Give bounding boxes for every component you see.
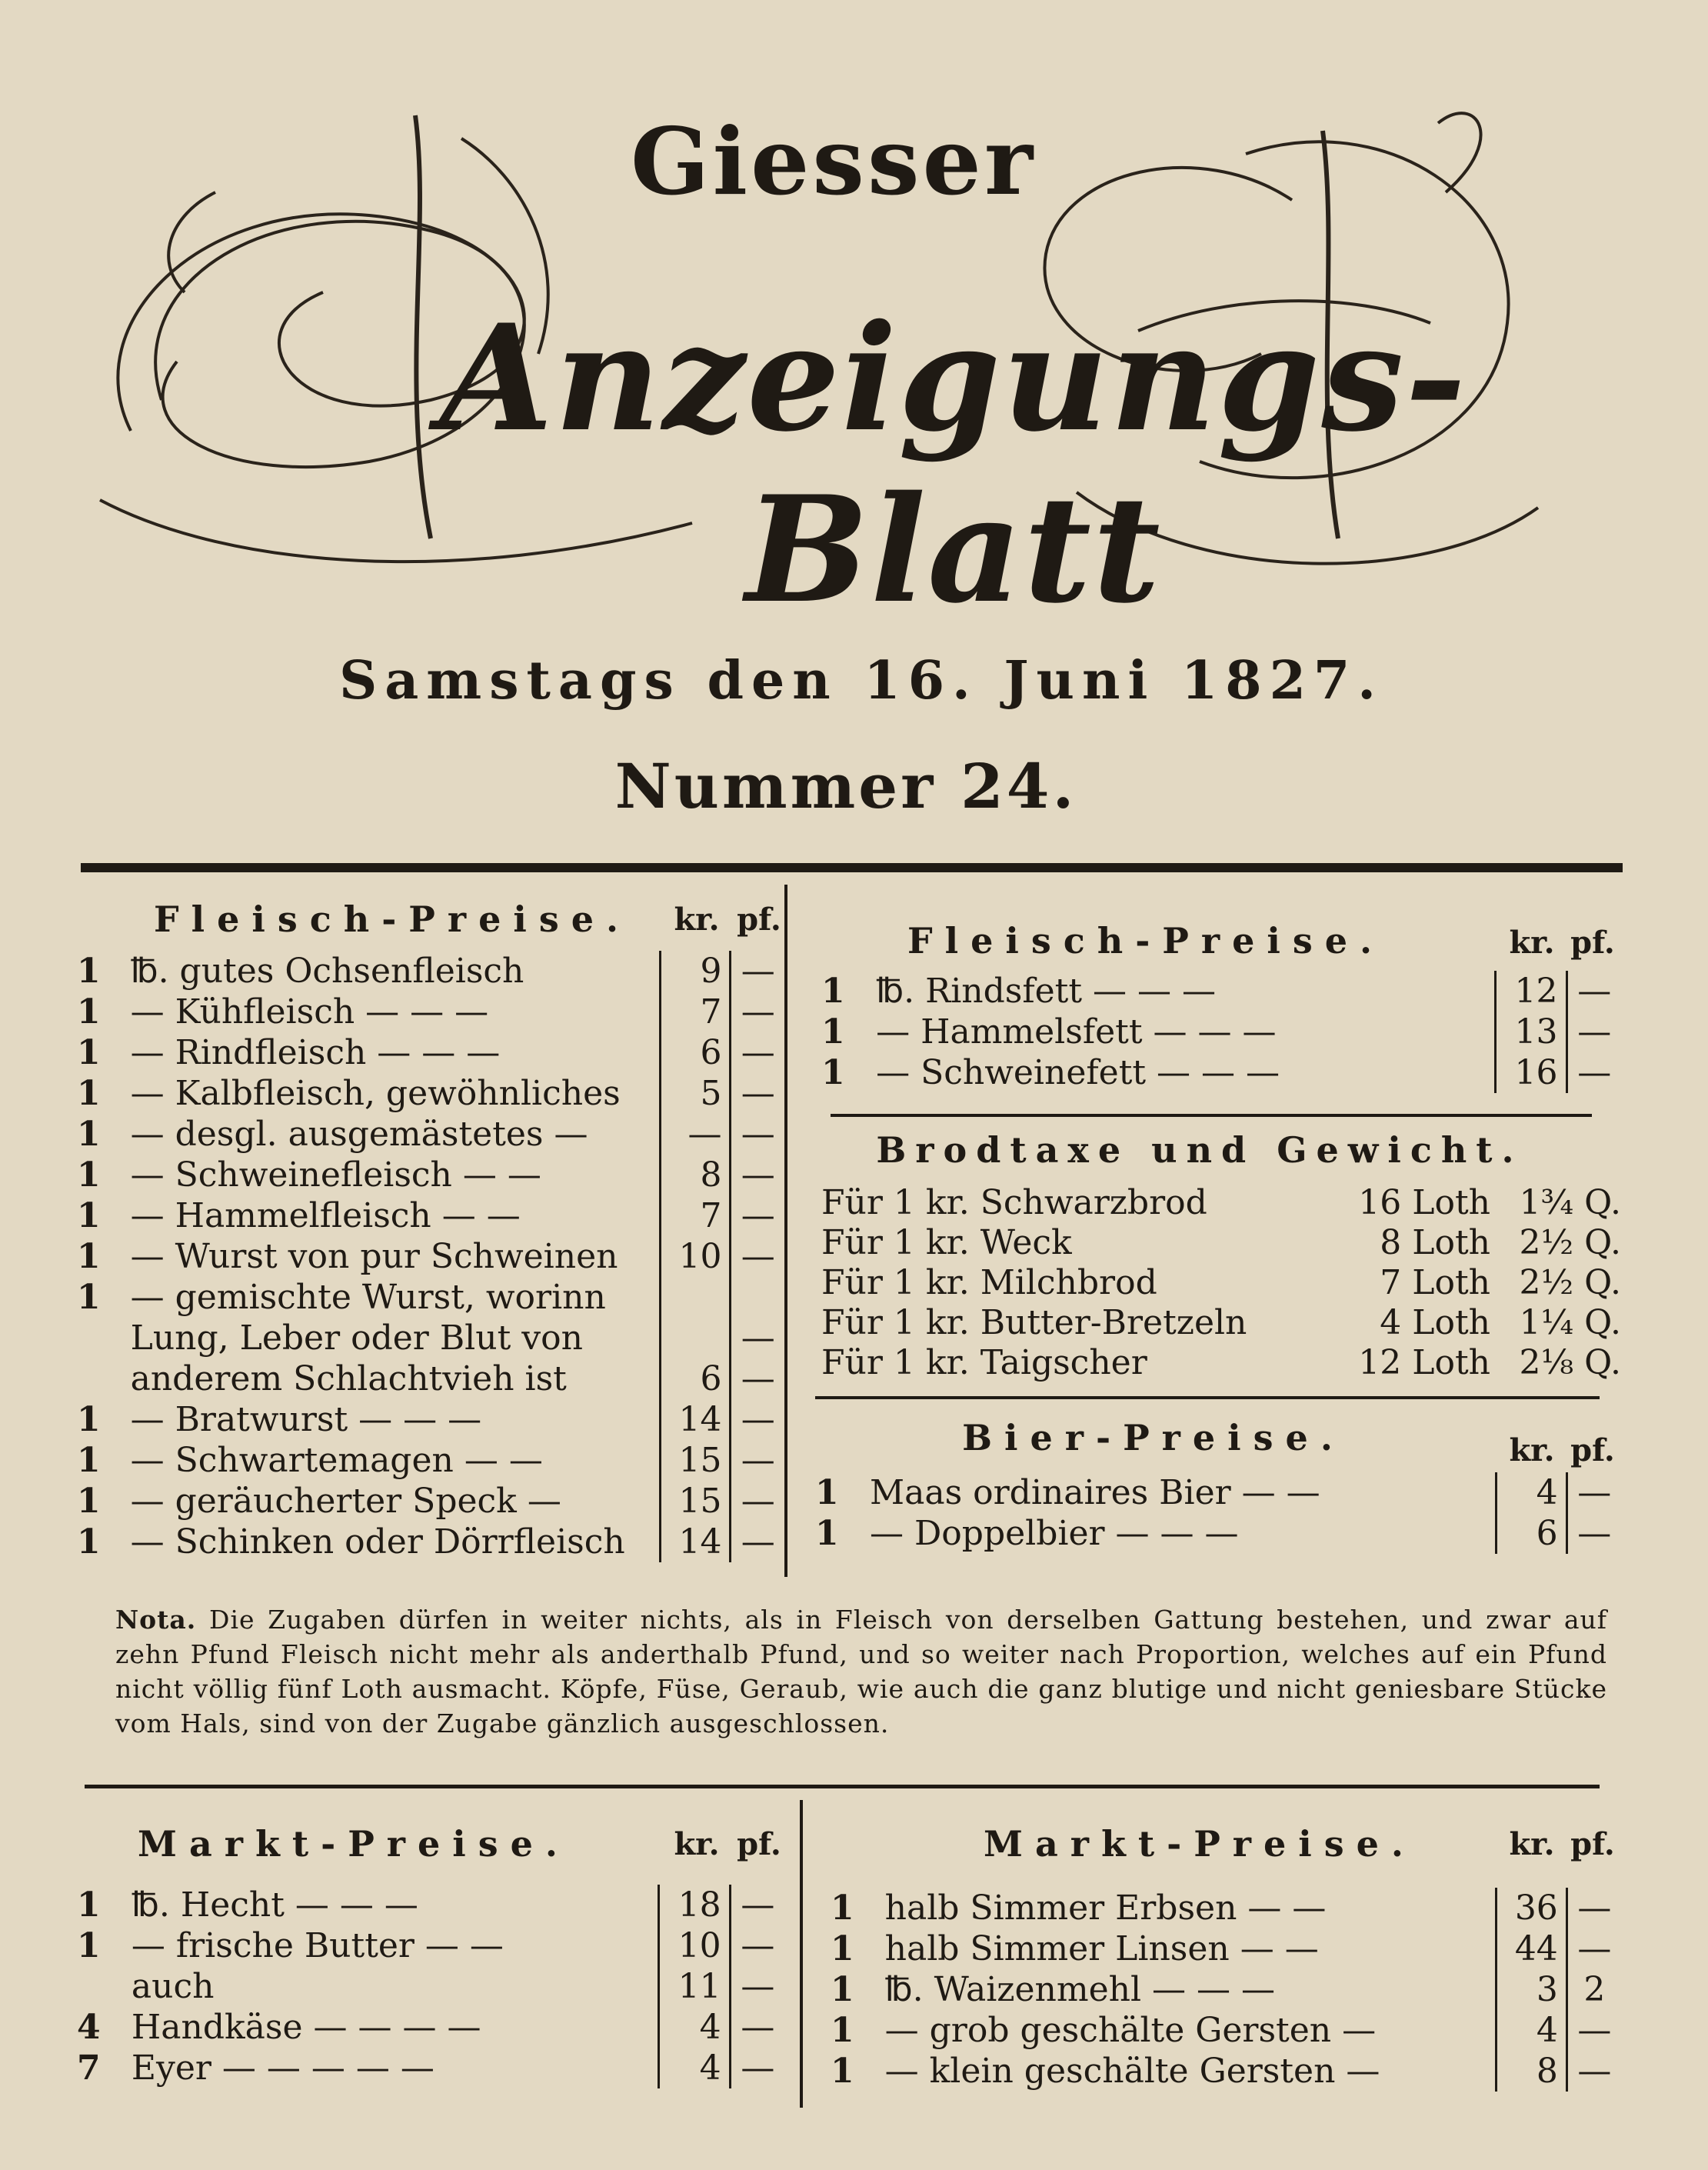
pf-column-header-market: pf. — [737, 1826, 781, 1862]
bread-row — [821, 1263, 1621, 1303]
kr-column-header-beer: kr. — [1509, 1432, 1555, 1468]
pf-value-cell: — — [741, 1885, 775, 1925]
kr-value-cell: 14 — [660, 1522, 731, 1562]
meat-row — [77, 1358, 784, 1399]
kr-column-header-market: kr. — [674, 1826, 720, 1862]
item-name-cell: — Schweinefett — — — — [876, 1053, 1280, 1092]
beer-heading: Bier-Preise. — [962, 1417, 1345, 1458]
pf-value-cell: — — [741, 1441, 775, 1480]
quantity-cell: 1 — [77, 1115, 101, 1154]
bread-row — [821, 1343, 1621, 1383]
quantity-cell: 1 — [77, 1522, 101, 1562]
quantity-cell: 1 — [831, 1970, 854, 2009]
pf-value-cell: — — [1577, 1888, 1612, 1928]
quantity-cell: 1 — [815, 1473, 839, 1512]
quantity-cell — [77, 1318, 131, 1358]
meat-row — [77, 1399, 784, 1440]
quantity-cell — [77, 1358, 131, 1399]
pf-value-cell: — — [741, 1074, 775, 1113]
meat-prices-heading-left: Fleisch-Preise. — [153, 898, 631, 940]
kr-value-cell — [660, 1318, 731, 1358]
pf-value-cell: — — [741, 1115, 775, 1154]
pf-value-cell: — — [1577, 2011, 1612, 2050]
meat-row — [77, 1073, 784, 1114]
pf-value-cell: — — [741, 1318, 775, 1358]
pf-column-header-right: pf. — [1570, 925, 1615, 961]
item-name-cell: — Doppelbier — — — — [870, 1514, 1239, 1553]
meat-row — [77, 1195, 784, 1236]
bread-quentchen-cell: 1¾ Q. — [1519, 1183, 1621, 1222]
item-name-cell: ℔. Waizenmehl — — — — [884, 1970, 1275, 2009]
meat-row — [77, 1236, 784, 1277]
quantity-cell: 1 — [831, 1888, 854, 1928]
meat-row — [77, 1318, 784, 1358]
item-name-cell: — gemischte Wurst, worinn — [130, 1278, 606, 1317]
issue-date: Samstags den 16. Juni 1827. — [339, 650, 1383, 712]
meat-row — [77, 1440, 784, 1481]
kr-value-cell: 7 — [660, 1195, 731, 1236]
bread-weight-cell: 16 Loth — [1358, 1183, 1490, 1222]
item-name-cell: — Schinken oder Dörrfleisch — [130, 1522, 625, 1562]
item-name-cell: — desgl. ausgemästetes — — [130, 1115, 588, 1154]
item-name-cell: — Schwartemagen — — — [130, 1441, 543, 1480]
quantity-cell: 1 — [77, 1441, 101, 1480]
kr-value-cell: 12 — [1496, 971, 1566, 1012]
kr-value-cell: 4 — [659, 2007, 730, 2048]
pf-value-cell: — — [741, 1400, 775, 1439]
meat-row — [77, 951, 784, 992]
kr-value-cell: 10 — [660, 1236, 731, 1277]
market-row — [77, 2007, 784, 2048]
kr-value-cell: 6 — [1496, 1513, 1566, 1554]
nota-text: Die Zugaben dürfen in weiter nichts, als in Fleisch von derselben Gattung bestehen, und zwar auf zehn Pfund Fleisch nicht mehr als anderthalb Pfund, und so weiter nach Proportion, welches auf ein Pfund nicht völlig fünf Loth ausmacht. Köpfe, Füse, Geraub, wie auch die ganz blutige und nicht geniesbare Stücke vom Hals, sind von der Zugabe gänzlich ausgeschlossen. — [115, 1605, 1607, 1738]
kr-value-cell: 9 — [660, 951, 731, 992]
beer-table — [815, 1472, 1621, 1554]
meat-row — [821, 1052, 1621, 1093]
meat-price-table-left — [77, 951, 784, 1562]
kr-value-cell: 6 — [660, 1358, 731, 1399]
column-divider — [784, 885, 787, 1577]
meat-row — [77, 1522, 784, 1562]
kr-value-cell: 6 — [660, 1032, 731, 1073]
kr-value-cell: 7 — [660, 992, 731, 1032]
item-name-cell: Maas ordinaires Bier — — — [870, 1473, 1320, 1512]
kr-value-cell: 15 — [660, 1481, 731, 1522]
market-row — [831, 2010, 1621, 2051]
bread-item-cell: Für 1 kr. Weck — [821, 1223, 1072, 1262]
kr-value-cell: 14 — [660, 1399, 731, 1440]
quantity-cell: 1 — [831, 1929, 854, 1968]
kr-value-cell: 36 — [1496, 1888, 1566, 1928]
bread-item-cell: Für 1 kr. Butter-Bretzeln — [821, 1303, 1247, 1342]
nota-paragraph — [115, 1602, 1607, 1741]
item-name-cell: — Hammelfleisch — — — [130, 1196, 521, 1235]
item-name-cell: — grob geschälte Gersten — — [884, 2011, 1377, 2050]
meat-row — [77, 1481, 784, 1522]
bread-weight-cell: 7 Loth — [1380, 1263, 1490, 1302]
item-name-cell: — Wurst von pur Schweinen — [130, 1237, 618, 1276]
pf-value-cell: — — [741, 1482, 775, 1521]
bread-row — [821, 1303, 1621, 1343]
market-prices-heading-left: Markt-Preise. — [138, 1823, 570, 1865]
quantity-cell: 1 — [77, 1155, 101, 1195]
quantity-cell: 7 — [77, 2048, 101, 2088]
bread-quentchen-cell: 1¼ Q. — [1519, 1303, 1621, 1342]
meat-row — [77, 1155, 784, 1195]
kr-value-cell: 16 — [1496, 1052, 1566, 1093]
issue-number: Nummer 24. — [614, 750, 1077, 822]
kr-column-header-market-right: kr. — [1509, 1826, 1555, 1862]
bread-table — [821, 1183, 1621, 1383]
pf-value-cell: — — [1577, 972, 1612, 1011]
quantity-cell: 1 — [77, 1926, 101, 1965]
quantity-cell: 1 — [77, 1237, 101, 1276]
bread-item-cell: Für 1 kr. Milchbrod — [821, 1263, 1157, 1302]
market-row — [77, 1966, 784, 2007]
bread-quentchen-cell: 2½ Q. — [1519, 1223, 1621, 1262]
pf-value-cell: 2 — [1583, 1970, 1606, 2009]
quantity-cell: 1 — [821, 972, 845, 1011]
nota-label: Nota. — [115, 1605, 197, 1635]
kr-value-cell: 3 — [1496, 1969, 1566, 2010]
beer-row — [815, 1472, 1621, 1513]
pf-value-cell: — — [741, 1967, 775, 2006]
masthead-title: Anzeigungs-Blatt — [439, 292, 1468, 635]
kr-value-cell: 4 — [1496, 2010, 1566, 2051]
pf-value-cell: — — [1577, 1929, 1612, 1968]
market-row — [831, 2051, 1621, 2092]
bread-item-cell: Für 1 kr. Taigscher — [821, 1343, 1147, 1382]
quantity-cell: 1 — [77, 992, 101, 1032]
bread-quentchen-cell: 2½ Q. — [1519, 1263, 1621, 1302]
meat-row — [821, 971, 1621, 1012]
beer-row — [815, 1513, 1621, 1554]
market-row — [77, 1925, 784, 1966]
item-name-cell: — Kalbfleisch, gewöhnliches — [130, 1074, 621, 1113]
quantity-cell: 1 — [77, 1033, 101, 1072]
pf-value-cell: — — [741, 1237, 775, 1276]
item-name-cell: auch — [131, 1967, 215, 2006]
quantity-cell: 1 — [77, 1885, 101, 1925]
pf-value-cell: — — [741, 1155, 775, 1195]
bread-quentchen-cell: 2⅛ Q. — [1519, 1343, 1621, 1382]
pf-value-cell: — — [1577, 1473, 1612, 1512]
item-name-cell: Eyer — — — — — — [131, 2048, 434, 2088]
market-row — [831, 1888, 1621, 1928]
market-row — [831, 1928, 1621, 1969]
item-name-cell: — Rindfleisch — — — — [130, 1033, 501, 1072]
pf-value-cell: — — [741, 1522, 775, 1562]
kr-value-cell: 4 — [659, 2048, 730, 2088]
bread-row — [821, 1223, 1621, 1263]
pf-column-header-beer: pf. — [1570, 1432, 1615, 1468]
pf-column-header-market-right: pf. — [1570, 1826, 1615, 1862]
quantity-cell: 1 — [821, 1012, 845, 1052]
quantity-cell: 1 — [821, 1053, 845, 1092]
pf-value-cell: — — [1577, 2052, 1612, 2091]
market-rule — [85, 1785, 1600, 1788]
kr-value-cell: 13 — [1496, 1012, 1566, 1052]
item-name-cell: — Schweinefleisch — — — [130, 1155, 541, 1195]
item-name-cell: — geräucherter Speck — — [130, 1482, 561, 1521]
kr-value-cell: 18 — [659, 1885, 730, 1925]
quantity-cell: 1 — [77, 1400, 101, 1439]
masthead — [0, 0, 1708, 822]
pf-value-cell: — — [741, 952, 775, 991]
kr-value-cell: 5 — [660, 1073, 731, 1114]
market-table-right — [831, 1888, 1621, 2092]
pf-column-header: pf. — [737, 902, 781, 938]
quantity-cell: 1 — [77, 952, 101, 991]
pf-value-cell: — — [1577, 1012, 1612, 1052]
meat-row — [77, 1277, 784, 1318]
kr-value-cell: — — [660, 1114, 731, 1155]
item-name-cell: halb Simmer Linsen — — — [884, 1929, 1319, 1968]
quantity-cell: 1 — [77, 1074, 101, 1113]
quantity-cell: 1 — [77, 1278, 101, 1317]
quantity-cell: 1 — [77, 1482, 101, 1521]
kr-column-header: kr. — [674, 902, 720, 938]
quantity-cell: 1 — [831, 2011, 854, 2050]
pf-value-cell: — — [1577, 1053, 1612, 1092]
kr-value-cell: 10 — [659, 1925, 730, 1966]
masthead-title-small: Giesser — [631, 108, 1037, 216]
pf-value-cell: — — [741, 1196, 775, 1235]
quantity-cell: 1 — [815, 1514, 839, 1553]
market-prices-heading-right: Markt-Preise. — [984, 1823, 1416, 1865]
item-name-cell: — Hammelsfett — — — — [876, 1012, 1277, 1052]
beer-rule — [815, 1396, 1600, 1399]
pf-value-cell: — — [1577, 1514, 1612, 1553]
item-name-cell: ℔. gutes Ochsenfleisch — [130, 952, 524, 991]
pf-value-cell: — — [741, 1359, 775, 1398]
kr-value-cell — [660, 1277, 731, 1318]
item-name-cell: — Bratwurst — — — — [130, 1400, 482, 1439]
bread-heading: Brodtaxe und Gewicht. — [876, 1129, 1523, 1171]
bread-rule — [831, 1114, 1592, 1117]
pf-value-cell — [731, 1277, 784, 1318]
meat-row — [77, 1114, 784, 1155]
meat-price-table-right — [821, 971, 1621, 1093]
meat-row — [77, 992, 784, 1032]
item-name-cell: — Kühfleisch — — — — [130, 992, 489, 1032]
meat-row — [77, 1032, 784, 1073]
bread-weight-cell: 12 Loth — [1358, 1343, 1490, 1382]
item-name-cell: Lung, Leber oder Blut von — [130, 1318, 583, 1358]
kr-value-cell: 8 — [660, 1155, 731, 1195]
pf-value-cell: — — [741, 1033, 775, 1072]
item-name-cell: — frische Butter — — — [131, 1926, 504, 1965]
quantity-cell — [77, 1966, 132, 2007]
quantity-cell: 4 — [77, 2008, 101, 2047]
pf-value-cell: — — [741, 1926, 775, 1965]
meat-prices-heading-right: Fleisch-Preise. — [907, 920, 1385, 962]
bread-weight-cell: 4 Loth — [1380, 1303, 1490, 1342]
kr-value-cell: 44 — [1496, 1928, 1566, 1969]
market-row — [831, 1969, 1621, 2010]
item-name-cell: — klein geschälte Gersten — — [884, 2052, 1380, 2091]
meat-row — [821, 1012, 1621, 1052]
market-row — [77, 1885, 784, 1925]
item-name-cell: ℔. Hecht — — — — [131, 1885, 418, 1925]
market-row — [77, 2048, 784, 2088]
kr-value-cell: 8 — [1496, 2051, 1566, 2092]
item-name-cell: anderem Schlachtvieh ist — [130, 1359, 567, 1398]
quantity-cell: 1 — [831, 2052, 854, 2091]
bread-row — [821, 1183, 1621, 1223]
item-name-cell: halb Simmer Erbsen — — — [884, 1888, 1327, 1928]
bread-item-cell: Für 1 kr. Schwarzbrod — [821, 1183, 1207, 1222]
kr-value-cell: 4 — [1496, 1472, 1566, 1513]
pf-value-cell: — — [741, 2048, 775, 2088]
kr-column-header-right: kr. — [1509, 925, 1555, 961]
top-rule — [81, 863, 1623, 872]
pf-value-cell: — — [741, 2008, 775, 2047]
kr-value-cell: 15 — [660, 1440, 731, 1481]
market-table-left — [77, 1885, 784, 2088]
kr-value-cell: 11 — [659, 1966, 730, 2007]
item-name-cell: Handkäse — — — — — [131, 2008, 481, 2047]
item-name-cell: ℔. Rindsfett — — — — [876, 972, 1216, 1011]
pf-value-cell: — — [741, 992, 775, 1032]
quantity-cell: 1 — [77, 1196, 101, 1235]
market-divider — [800, 1800, 803, 2108]
bread-weight-cell: 8 Loth — [1380, 1223, 1490, 1262]
